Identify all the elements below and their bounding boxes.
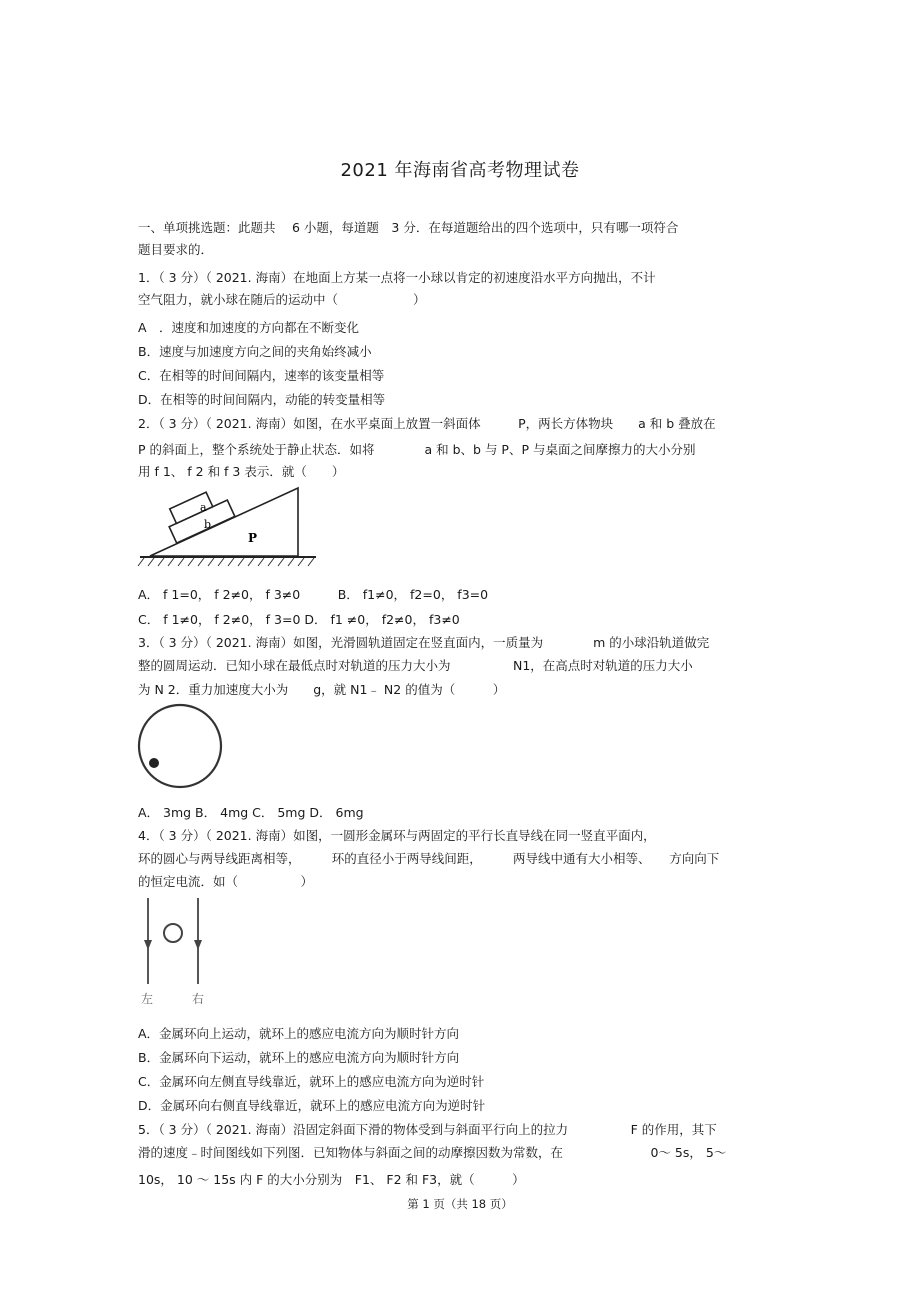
right-current-arrow-icon <box>194 940 202 950</box>
q3-options: A． 3mg B． 4mg C． 5mg D． 6mg <box>138 805 364 820</box>
label-a: a <box>200 501 207 514</box>
q4-option-d: D．金属环向右侧直导线靠近，就环上的感应电流方向为逆时针 <box>138 1098 486 1113</box>
page-title: 2021 年海南省高考物理试卷 <box>340 160 580 181</box>
q4-stem-line1: 4．（ 3 分）（ 2021. 海南）如图，一圆形金属环与两固定的平行长直导线在同一竖直平面内， <box>138 828 656 843</box>
q5-stem-line2: 滑的速度﹣时间图线如下列图．已知物体与斜面之间的动摩擦因数为常数，在 0～ 5s， 5～ <box>138 1145 727 1160</box>
q1-option-b: B．速度与加速度方向之间的夹角始终减小 <box>138 344 372 359</box>
label-p: P <box>248 531 258 545</box>
label-right: 右 <box>192 992 205 1006</box>
q1-stem-line2: 空气阻力，就小球在随后的运动中（ ） <box>138 292 426 307</box>
q1-option-a: A ．速度和加速度的方向都在不断变化 <box>138 320 360 335</box>
q3-stem-line3: 为 N 2．重力加速度大小为 g，就 N1﹣ N2 的值为（ ） <box>138 682 506 697</box>
label-left: 左 <box>141 992 154 1006</box>
section-instruction-line2: 题目要求的． <box>138 242 214 257</box>
q4-stem-line3: 的恒定电流．如（ ） <box>138 874 314 889</box>
q5-stem-line1: 5．（ 3 分）（ 2021. 海南）沿固定斜面下滑的物体受到与斜面平行向上的拉力 F 的作用，其下 <box>138 1122 717 1137</box>
q4-stem-line2: 环的圆心与两导线距离相等， 环的直径小于两导线间距， 两导线中通有大小相等、 方向向下 <box>138 851 720 866</box>
q5-stem-line3: 10s， 10 ～ 15s 内 F 的大小分别为 F1、 F2 和 F3，就（ ） <box>138 1172 525 1187</box>
q2-options-ab: A． f 1=0， f 2≠0， f 3≠0 B． f1≠0， f2=0， f3=0 <box>138 587 489 602</box>
q2-options-cd: C． f 1≠0， f 2≠0， f 3=0 D． f1 ≠0， f2≠0， f3≠0 <box>138 612 460 627</box>
q2-stem-line2: P 的斜面上，整个系统处于静止状态．如将 a 和 b、b 与 P、P 与桌面之间摩擦力的大小分别 <box>138 442 696 457</box>
label-b: b <box>204 518 212 531</box>
q1-stem-line1: 1．（ 3 分）（ 2021. 海南）在地面上方某一点将一小球以肯定的初速度沿水平方向抛出，不计 <box>138 270 656 285</box>
q4-option-a: A．金属环向上运动，就环上的感应电流方向为顺时针方向 <box>138 1026 460 1041</box>
metal-ring <box>164 924 182 942</box>
q2-stem-line3: 用 f 1、 f 2 和 f 3 表示．就（ ） <box>138 464 345 479</box>
ground-hatch <box>138 558 314 566</box>
q1-option-c: C．在相等的时间间隔内，速率的该变量相等 <box>138 368 385 383</box>
left-current-arrow-icon <box>144 940 152 950</box>
q3-stem-line1: 3．（ 3 分）（ 2021. 海南）如图，光滑圆轨道固定在竖直面内，一质量为 m 的小球沿轨道做完 <box>138 635 710 650</box>
q2-stem-line1: 2．（ 3 分）（ 2021. 海南）如图，在水平桌面上放置一斜面体 P，两长方体物块 a 和 b 叠放在 <box>138 416 716 431</box>
q4-wires-ring-figure <box>136 896 216 1006</box>
q4-option-b: B．金属环向下运动，就环上的感应电流方向为顺时针方向 <box>138 1050 460 1065</box>
circular-track <box>139 705 221 787</box>
q2-incline-figure <box>136 484 322 570</box>
q3-circular-track-figure <box>136 702 228 794</box>
q1-option-d: D．在相等的时间间隔内，动能的转变量相等 <box>138 392 386 407</box>
section-instruction-line1: 一、单项挑选题：此题共 6 小题，每道题 3 分．在每道题给出的四个选项中，只有哪一项符合 <box>138 220 679 235</box>
small-ball <box>149 758 159 768</box>
page-footer: 第 1 页（共 18 页） <box>407 1197 513 1211</box>
q4-option-c: C．金属环向左侧直导线靠近，就环上的感应电流方向为逆时针 <box>138 1074 485 1089</box>
q3-stem-line2: 整的圆周运动．已知小球在最低点时对轨道的压力大小为 N1，在高点时对轨道的压力大小 <box>138 658 693 673</box>
